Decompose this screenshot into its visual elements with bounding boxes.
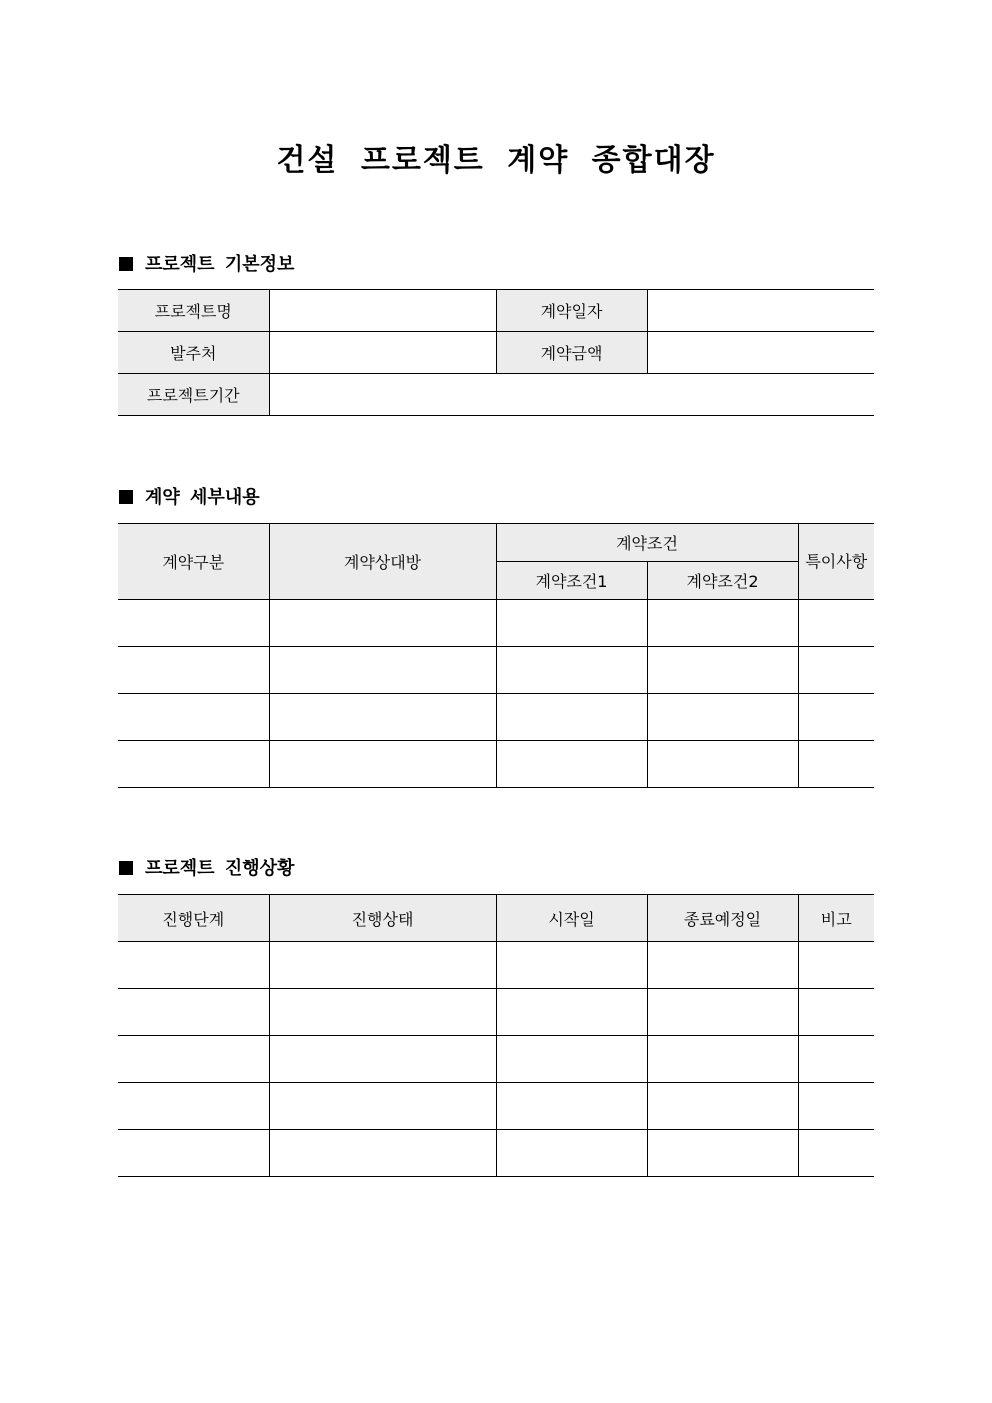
label-contract-date: 계약일자: [496, 290, 647, 332]
col-header-category: 계약구분: [118, 524, 269, 600]
table-row: [118, 1130, 874, 1177]
planned-end-date-cell[interactable]: [647, 1036, 798, 1083]
counterparty-cell[interactable]: [269, 741, 496, 788]
stage-cell[interactable]: [118, 989, 269, 1036]
contract-date-field[interactable]: [647, 290, 874, 332]
status-cell[interactable]: [269, 1130, 496, 1177]
section-heading-text: 프로젝트 진행상황: [145, 858, 295, 879]
stage-cell[interactable]: [118, 1036, 269, 1083]
square-bullet-icon: [119, 257, 133, 271]
condition2-cell[interactable]: [647, 647, 798, 694]
counterparty-cell[interactable]: [269, 600, 496, 647]
header-row: [118, 895, 874, 942]
table-row: [118, 1083, 874, 1130]
project-period-field[interactable]: [269, 374, 874, 416]
table-row: [118, 1036, 874, 1083]
category-cell[interactable]: [118, 647, 269, 694]
remarks-cell[interactable]: [798, 1083, 874, 1130]
basic-info-table: [118, 289, 874, 416]
condition2-cell[interactable]: [647, 741, 798, 788]
label-project-name: 프로젝트명: [118, 290, 269, 332]
counterparty-cell[interactable]: [269, 694, 496, 741]
label-client: 발주처: [118, 332, 269, 374]
start-date-cell[interactable]: [496, 942, 647, 989]
start-date-cell[interactable]: [496, 1130, 647, 1177]
special-notes-cell[interactable]: [798, 647, 874, 694]
basic-info-row: [118, 332, 874, 374]
section-heading-contract-details: [119, 486, 260, 510]
start-date-cell[interactable]: [496, 1036, 647, 1083]
condition1-cell[interactable]: [496, 741, 647, 788]
category-cell[interactable]: [118, 600, 269, 647]
col-header-counterparty: 계약상대방: [269, 524, 496, 600]
col-header-special-notes: 특이사항: [798, 524, 874, 600]
label-contract-amount: 계약금액: [496, 332, 647, 374]
contract-amount-field[interactable]: [647, 332, 874, 374]
status-cell[interactable]: [269, 989, 496, 1036]
label-project-period: 프로젝트기간: [118, 374, 269, 416]
table-row: [118, 694, 874, 741]
square-bullet-icon: [119, 490, 133, 504]
stage-cell[interactable]: [118, 942, 269, 989]
col-header-planned-end-date: 종료예정일: [647, 895, 798, 942]
col-header-start-date: 시작일: [496, 895, 647, 942]
col-header-status: 진행상태: [269, 895, 496, 942]
project-name-field[interactable]: [269, 290, 496, 332]
planned-end-date-cell[interactable]: [647, 1130, 798, 1177]
contract-details-table: [118, 523, 874, 788]
basic-info-row: [118, 290, 874, 332]
condition2-cell[interactable]: [647, 600, 798, 647]
project-progress-table: [118, 894, 874, 1177]
section-heading-text: 계약 세부내용: [145, 487, 260, 508]
table-row: [118, 741, 874, 788]
col-header-stage: 진행단계: [118, 895, 269, 942]
special-notes-cell[interactable]: [798, 694, 874, 741]
category-cell[interactable]: [118, 694, 269, 741]
stage-cell[interactable]: [118, 1083, 269, 1130]
table-row: [118, 942, 874, 989]
condition2-cell[interactable]: [647, 694, 798, 741]
status-cell[interactable]: [269, 1036, 496, 1083]
planned-end-date-cell[interactable]: [647, 942, 798, 989]
remarks-cell[interactable]: [798, 989, 874, 1036]
basic-info-row: [118, 374, 874, 416]
square-bullet-icon: [119, 861, 133, 875]
section-heading-text: 프로젝트 기본정보: [145, 254, 295, 275]
table-row: [118, 600, 874, 647]
special-notes-cell[interactable]: [798, 741, 874, 788]
planned-end-date-cell[interactable]: [647, 1083, 798, 1130]
table-row: [118, 989, 874, 1036]
start-date-cell[interactable]: [496, 1083, 647, 1130]
document-title: 건설 프로젝트 계약 종합대장: [276, 143, 716, 178]
section-heading-project-progress: [119, 857, 294, 881]
col-header-remarks: 비고: [798, 895, 874, 942]
status-cell[interactable]: [269, 942, 496, 989]
section-heading-basic-info: [119, 253, 294, 277]
header-row: [118, 524, 874, 562]
condition1-cell[interactable]: [496, 694, 647, 741]
condition1-cell[interactable]: [496, 600, 647, 647]
col-header-condition1: 계약조건1: [496, 562, 647, 600]
col-header-condition2: 계약조건2: [647, 562, 798, 600]
planned-end-date-cell[interactable]: [647, 989, 798, 1036]
remarks-cell[interactable]: [798, 1036, 874, 1083]
status-cell[interactable]: [269, 1083, 496, 1130]
remarks-cell[interactable]: [798, 1130, 874, 1177]
special-notes-cell[interactable]: [798, 600, 874, 647]
category-cell[interactable]: [118, 741, 269, 788]
remarks-cell[interactable]: [798, 942, 874, 989]
client-field[interactable]: [269, 332, 496, 374]
stage-cell[interactable]: [118, 1130, 269, 1177]
counterparty-cell[interactable]: [269, 647, 496, 694]
col-header-conditions: 계약조건: [496, 524, 798, 562]
condition1-cell[interactable]: [496, 647, 647, 694]
table-row: [118, 647, 874, 694]
start-date-cell[interactable]: [496, 989, 647, 1036]
